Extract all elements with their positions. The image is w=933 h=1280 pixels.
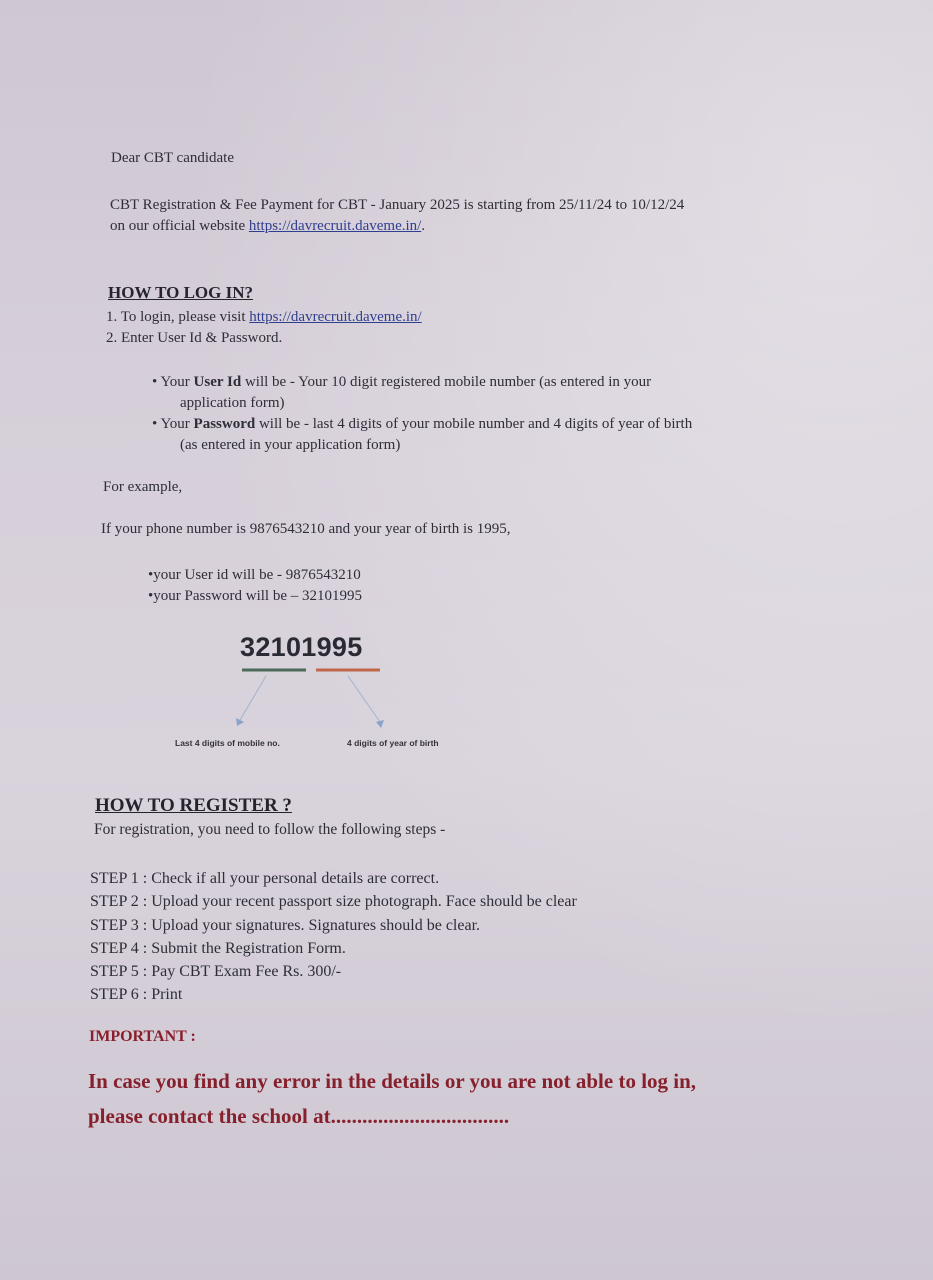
bullet-password-bold: Password — [193, 416, 256, 432]
login-step-1-prefix: 1. To login, please visit — [106, 309, 250, 325]
register-step: STEP 3 : Upload your signatures. Signatures should be clear. — [90, 916, 481, 934]
example-bullet-userid: •your User id will be - 9876543210 — [148, 567, 361, 583]
register-step: STEP 1 : Check if all your personal details are correct. — [90, 870, 440, 887]
website-link[interactable]: https://davrecruit.daveme.in/ — [248, 218, 422, 234]
register-step: STEP 5 : Pay CBT Exam Fee Rs. 300/- — [90, 963, 342, 981]
bullet-userid-bold: User Id — [193, 374, 242, 390]
register-step: STEP 6 : Print — [90, 986, 183, 1004]
arrow-line-right — [348, 676, 380, 722]
important-line-2: please contact the school at.................................. — [88, 1104, 510, 1128]
password-diagram — [170, 630, 490, 755]
intro-line-2-prefix: on our official website — [110, 218, 249, 234]
intro-line-2-suffix: . — [421, 218, 426, 234]
example-bullet-password: •your Password will be – 32101995 — [148, 588, 363, 604]
register-step: STEP 4 : Submit the Registration Form. — [90, 939, 346, 957]
login-steps — [106, 307, 422, 349]
intro-paragraph — [110, 195, 684, 237]
diagram-graphics — [170, 630, 490, 755]
arrow-head-right-icon — [376, 720, 384, 728]
example-userid-text: your User id will be - 9876543210 — [153, 567, 361, 583]
bullet-userid-cont: application form) — [180, 395, 285, 411]
bullet-password-rest: will be - last 4 digits of your mobile number and 4 digits of year of birth — [255, 416, 693, 432]
example-line: If your phone number is 9876543210 and your year of birth is 1995, — [101, 521, 511, 537]
bullet-password: • Your Password will be - last 4 digits of your mobile number and 4 digits of year of birth (as entered in your application form) — [152, 414, 692, 456]
example-password-text: your Password will be – 32101995 — [153, 588, 363, 604]
register-steps — [90, 867, 577, 1007]
example-bullets — [148, 565, 362, 607]
register-step: STEP 2 : Upload your recent passport size photograph. Face should be clear — [90, 893, 577, 911]
bullet-userid: • Your User Id will be - Your 10 digit registered mobile number (as entered in your application form) — [152, 372, 692, 414]
intro-line-2 — [110, 216, 684, 237]
important-label: IMPORTANT : — [89, 1028, 196, 1045]
example-label: For example, — [103, 479, 183, 495]
password-example-big: 32101995 — [240, 632, 363, 662]
login-step-1 — [106, 307, 422, 328]
login-step-2: 2. Enter User Id & Password. — [106, 330, 283, 346]
caption-mobile-digits: Last 4 digits of mobile no. — [175, 738, 280, 748]
credential-bullets — [152, 372, 692, 456]
intro-line-1: CBT Registration & Fee Payment for CBT - January 2025 is starting from 25/11/24 to 10/12/24 — [110, 197, 685, 213]
register-intro: For registration, you need to follow the following steps - — [94, 821, 446, 838]
login-link[interactable]: https://davrecruit.daveme.in/ — [249, 309, 422, 325]
register-heading: HOW TO REGISTER ? — [95, 795, 292, 816]
bullet-userid-prefix: Your — [160, 374, 194, 390]
arrow-line-left — [240, 676, 266, 720]
important-notice — [88, 1064, 696, 1134]
bullet-password-cont: (as entered in your application form) — [180, 437, 401, 453]
login-heading: HOW TO LOG IN? — [108, 283, 254, 302]
salutation: Dear CBT candidate — [111, 150, 235, 166]
bullet-userid-rest: will be - Your 10 digit registered mobile number (as entered in your — [241, 374, 652, 390]
important-line-1: In case you find any error in the details or you are not able to log in, — [88, 1069, 697, 1093]
caption-birth-year: 4 digits of year of birth — [347, 738, 439, 748]
bullet-password-prefix: Your — [160, 416, 194, 432]
